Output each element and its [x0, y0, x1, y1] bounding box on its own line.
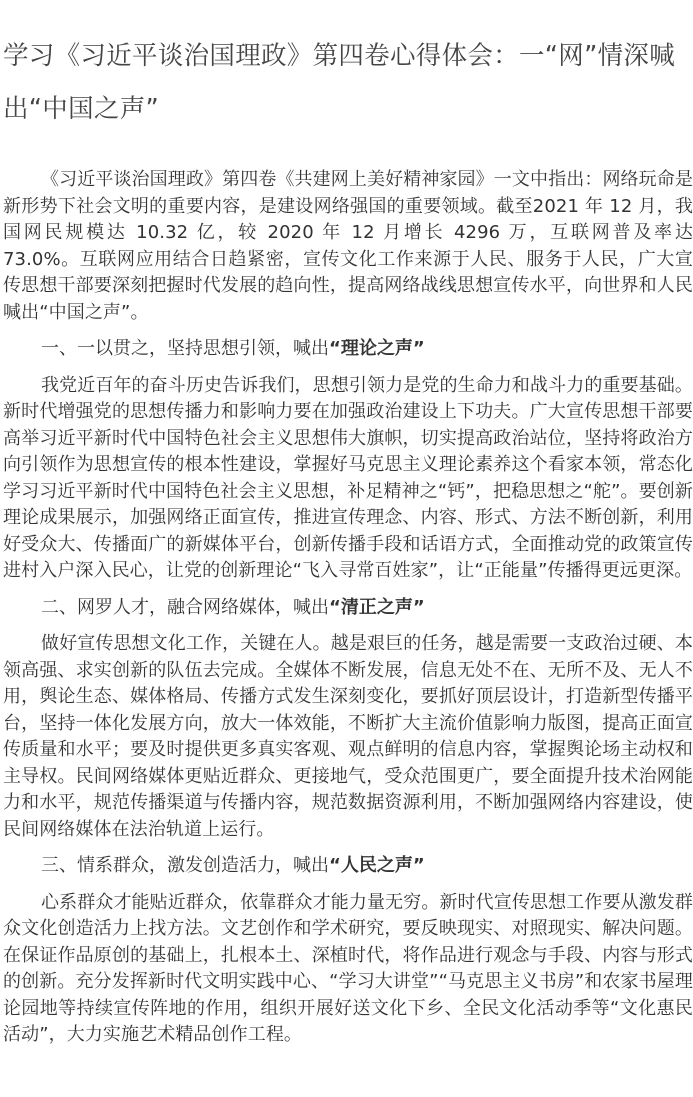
section-heading-3 [3, 853, 693, 880]
section-heading-highlight: “人民之声” [329, 855, 425, 876]
intro-paragraph: 《习近平谈治国理政》第四卷《共建网上美好精神家园》一文中指出：网络玩命是新形势下社会文明的重要内容，是建设网络强国的重要领域。截至2021 年 12 月，我国网民规模达 10.32 亿，较 2020 年 12 月增长 4296 万，互联网普及率达 73.0%。互联网应用结合日趋紧密，宣传文化工作来源于人民、服务于人民，广大宣传思想干部要深刻把握时代发展的趋向性，提高网络战线思想宣传水平，向世界和人民喊出“中国之声”。 [3, 169, 693, 323]
section-heading-prefix: 三、情系群众，激发创造活力，喊出 [41, 855, 329, 876]
article-title: 学习《习近平谈治国理政》第四卷心得体会：一“网”情深喊出“中国之声” [3, 41, 676, 124]
article-body [3, 167, 693, 1059]
section-heading-prefix: 二、网罗人才，融合网络媒体，喊出 [41, 596, 329, 618]
section-paragraph-3: 心系群众才能贴近群众，依靠群众才能力量无穷。新时代宣传思想工作要从激发群众文化创造活力上找方法。文艺创作和学术研究，要反映现实、对照现实、解决问题。在保证作品原创的基础上，扎根本土、深植时代，将作品进行观念与手段、内容与形式的创新。充分发挥新时代文明实践中心、“学习大讲堂”“马克思主义书房”和农家书屋理论园地等持续宣传阵地的作用，组织开展好送文化下乡、全民文化活动季等“文化惠民活动”，大力实施艺术精品创作工程。 [3, 891, 693, 1045]
section-heading-prefix: 一、一以贯之，坚持思想引领，喊出 [41, 338, 329, 359]
section-paragraph-2: 做好宣传思想文化工作，关键在人。越是艰巨的任务，越是需要一支政治过硬、本领高强、求实创新的队伍去完成。全媒体不断发展，信息无处不在、无所不及、无人不用，舆论生态、媒体格局、传播方式发生深刻变化，要抓好顶层设计，打造新型传播平台，坚持一体化发展方向，放大一体效能，不断扩大主流价值影响力版图，提高正面宣传质量和水平；要及时提供更多真实客观、观点鲜明的信息内容，掌握舆论场主动权和主导权。民间网络媒体更贴近群众、更接地气，受众范围更广，要全面提升技术治网能力和水平，规范传播渠道与传播内容，规范数据资源利用，不断加强网络内容建设，使民间网络媒体在法治轨道上运行。 [3, 633, 693, 840]
section-heading-2 [3, 595, 693, 622]
section-heading-1 [3, 336, 693, 363]
section-heading-highlight: “清正之声” [329, 596, 425, 618]
section-heading-highlight: “理论之声” [329, 338, 425, 359]
section-paragraph-1: 我党近百年的奋斗历史告诉我们，思想引领力是党的生命力和战斗力的重要基础。新时代增强党的思想传播力和影响力要在加强政治建设上下功夫。广大宣传思想干部要高举习近平新时代中国特色社会主义思想伟大旗帜，切实提高政治站位，坚持将政治方向引领作为思想宣传的根本性建设，掌握好马克思主义理论素养这个看家本领，常态化学习习近平新时代中国特色社会主义思想，补足精神之“钙”，把稳思想之“舵”。要创新理论成果展示，加强网络正面宣传，推进宣传理念、内容、形式、方法不断创新，利用好受众大、传播面广的新媒体平台，创新传播手段和话语方式，全面推动党的政策宣传进村入户深入民心，让党的创新理论“飞入寻常百姓家”，让“正能量”传播得更远更深。 [3, 374, 693, 581]
